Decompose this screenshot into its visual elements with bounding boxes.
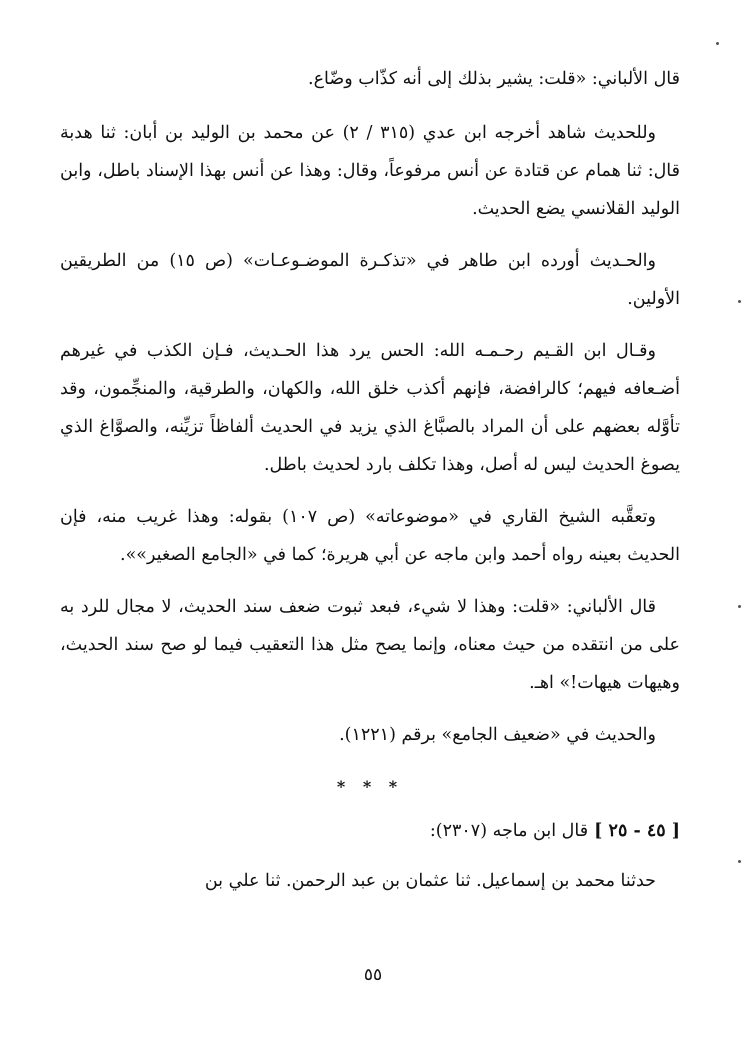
margin-dot (738, 300, 741, 303)
margin-dot (738, 860, 741, 863)
paragraph-isnad: حدثنا محمد بن إسماعيل. ثنا عثمان بن عبد الرحمن. ثنا علي بن (204, 871, 656, 891)
hadith-open-bracket: [ (671, 821, 680, 841)
paragraph-shahid: وللحديث شاهد أخرجه ابن عدي (٣١٥ / ٢) عن محمد بن الوليد بن أبان: ثنا هدبة قال: ثنا همام عن قتادة عن أنس مرفوعاً، وقال: وهذا عن أنس بهذا الإسناد باطل، وابن الوليد القلانسي يضع الحديث. (60, 123, 680, 219)
margin-dot (738, 605, 741, 608)
paragraph-ibn-tahir: والحـديث أورده ابن طاهر في «تذكـرة الموضـوعـات» (ص ١٥) من الطريقين الأولين. (60, 251, 680, 309)
hadith-heading (60, 812, 680, 850)
page-number: ٥٥ (363, 965, 383, 985)
paragraph-qari: وتعقَّبه الشيخ القاري في «موضوعاته» (ص ١٠٧) بقوله: وهذا غريب منه، فإن الحديث بعينه رواه أحمد وابن ماجه عن أبي هريرة؛ كما في «الجامع الصغير»». (60, 507, 680, 565)
paragraph-ibn-qayyim: وقـال ابن القـيم رحـمـه الله: الحس يرد هذا الحـديث، فـإن الكذب في غيرهم أضـعافه فيهم؛ كالرافضة، فإنهم أكذب خلق الله، والكهان، والطرقية، والمنجِّمون، وقد تأوَّله بعضهم على أن المراد بالصبَّاغ الذي يزيد في الحديث ألفاظاً تزيِّنه، والصوَّاغ الذي يصوغ الحديث ليس له أصل، وهذا تكلف بارد لحديث باطل. (60, 341, 680, 475)
hadith-number-main: ٤٥ (646, 821, 666, 841)
page-body (60, 60, 680, 914)
paragraph-albani-reply: قال الألباني: «قلت: وهذا لا شيء، فبعد ثبوت ضعف سند الحديث، لا مجال للرد به على من انتقده من حيث معناه، وإنما يصح مثل هذا التعقيب فيما لو صح سند الحديث، وهيهات هيهات!» اهـ. (60, 597, 680, 693)
hadith-close-bracket: ] (594, 821, 603, 841)
section-separator: * * * (336, 777, 404, 796)
paragraph-albani-comment: قال الألباني: «قلت: يشير بذلك إلى أنه كذّاب وضّاع. (308, 69, 680, 89)
paragraph-daif-jami: والحديث في «ضعيف الجامع» برقم (١٢٢١). (339, 725, 656, 745)
margin-dot (716, 42, 719, 45)
hadith-dash: - (633, 821, 641, 841)
hadith-number-secondary: ٢٥ (608, 821, 628, 841)
hadith-source: قال ابن ماجه (٢٣٠٧): (429, 821, 589, 841)
